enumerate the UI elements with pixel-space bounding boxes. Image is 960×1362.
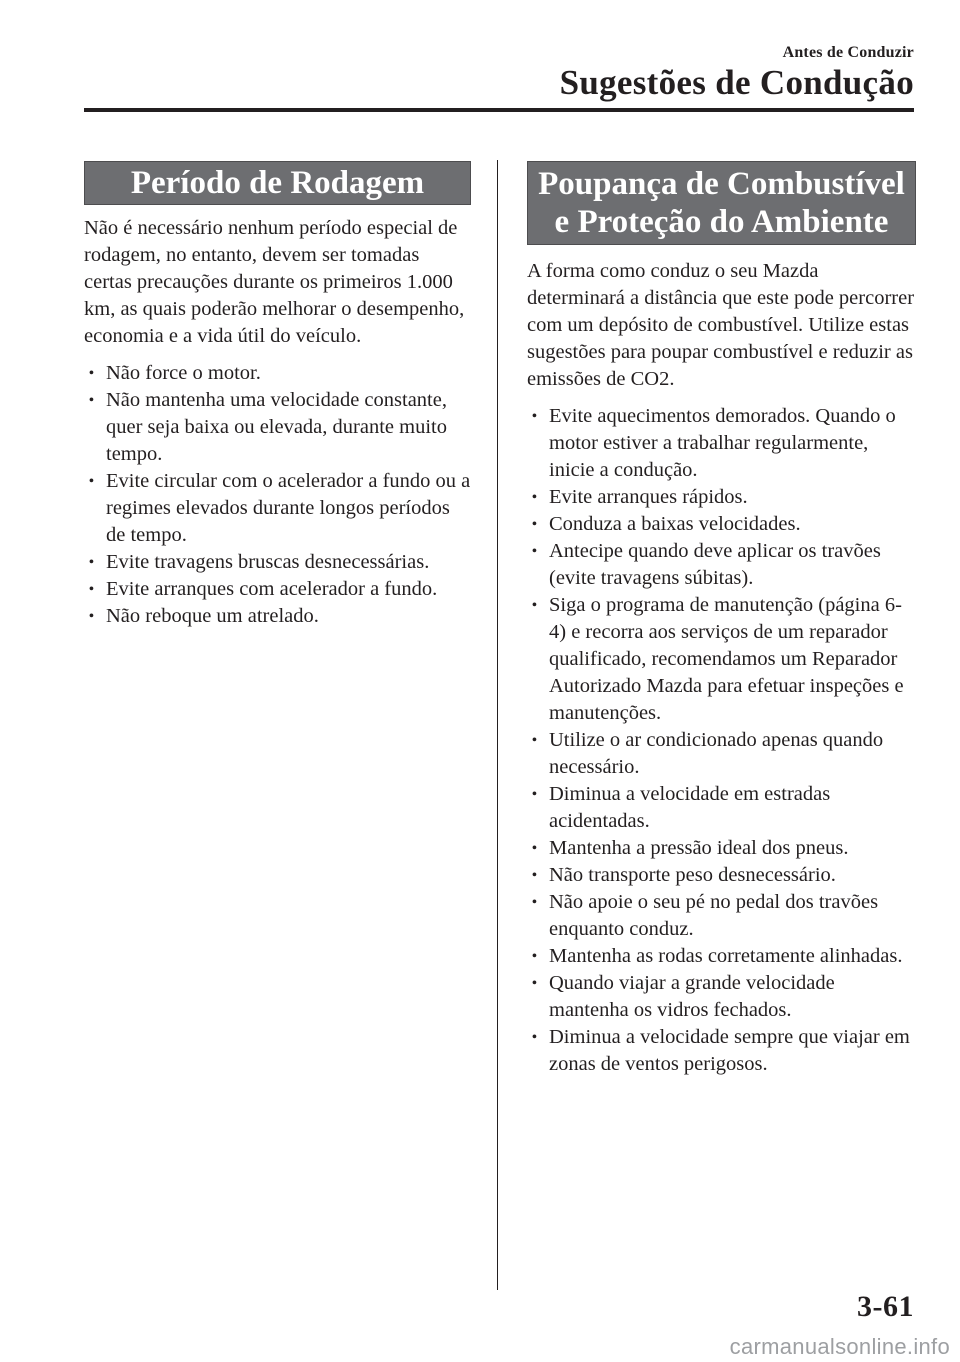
bullet-marker: • [532, 733, 537, 748]
list-item-text: Não force o motor. [106, 362, 261, 384]
bullet-marker: • [89, 555, 94, 570]
list-item-text: Conduza a baixas velocidades. [549, 513, 801, 535]
list-item-text: Não reboque um atrelado. [106, 605, 319, 627]
bullet-marker: • [89, 366, 94, 381]
bullet-list [84, 360, 471, 630]
list-item-text: Diminua a velocidade em estradas acidentadas. [549, 783, 831, 832]
bullet-marker: • [532, 409, 537, 424]
list-item-text: Siga o programa de manutenção (página 6-4) e recorra aos serviços de um reparador qualificado, recomendamos um Reparador Autorizado Mazda para efetuar inspeções e manutenções. [549, 594, 904, 724]
list-item-text: Não mantenha uma velocidade constante, quer seja baixa ou elevada, durante muito tempo. [106, 389, 447, 465]
list-item-text: Evite arranques rápidos. [549, 486, 748, 508]
bullet-marker: • [532, 517, 537, 532]
left-column [84, 161, 471, 630]
list-item [84, 468, 471, 549]
list-item [84, 576, 471, 603]
list-item [527, 889, 916, 943]
watermark: carmanualsonline.info [729, 1334, 950, 1359]
list-item [527, 970, 916, 1024]
column-divider [497, 160, 498, 1290]
list-item-text: Diminua a velocidade sempre que viajar em zonas de ventos perigosos. [549, 1026, 910, 1075]
section-heading-line-1: Poupança de Combustível [538, 166, 905, 202]
list-item-text: Não apoie o seu pé no pedal dos travões enquanto conduz. [549, 891, 879, 940]
page-number: 3-61 [857, 1290, 914, 1323]
list-item [527, 511, 916, 538]
bullet-marker: • [532, 490, 537, 505]
bullet-marker: • [532, 598, 537, 613]
list-item-text: Evite aquecimentos demorados. Quando o motor estiver a trabalhar regularmente, inicie a condução. [549, 405, 896, 481]
bullet-marker: • [532, 949, 537, 964]
list-item-text: Evite travagens bruscas desnecessárias. [106, 551, 430, 573]
list-item [527, 781, 916, 835]
header-divider [84, 108, 914, 112]
list-item-text: Antecipe quando deve aplicar os travões (evite travagens súbitas). [549, 540, 881, 589]
list-item [84, 549, 471, 576]
list-item [527, 538, 916, 592]
list-item [84, 387, 471, 468]
list-item [84, 603, 471, 630]
list-item [527, 727, 916, 781]
section-intro: Não é necessário nenhum período especial de rodagem, no entanto, devem ser tomadas certas precauções durante os primeiros 1.000 km, as quais poderão melhorar o desempenho, economia e a vida útil do veículo. [84, 217, 465, 347]
bullet-marker: • [532, 787, 537, 802]
list-item [527, 592, 916, 727]
bullet-marker: • [532, 976, 537, 991]
bullet-marker: • [532, 868, 537, 883]
bullet-marker: • [89, 393, 94, 408]
page-title: Sugestões de Condução [559, 63, 914, 102]
list-item-text: Utilize o ar condicionado apenas quando necessário. [549, 729, 884, 778]
section-intro: A forma como conduz o seu Mazda determinará a distância que este pode percorrer com um depósito de combustível. Utilize estas sugestões para poupar combustível e reduzir as emissões de CO2. [527, 260, 915, 390]
list-item [527, 862, 916, 889]
list-item-text: Mantenha as rodas corretamente alinhadas. [549, 945, 903, 967]
bullet-marker: • [89, 474, 94, 489]
bullet-marker: • [89, 609, 94, 624]
list-item [527, 835, 916, 862]
list-item [84, 360, 471, 387]
list-item-text: Evite arranques com acelerador a fundo. [106, 578, 438, 600]
list-item-text: Mantenha a pressão ideal dos pneus. [549, 837, 849, 859]
list-item [527, 484, 916, 511]
right-column [527, 161, 916, 1078]
list-item-text: Quando viajar a grande velocidade mantenha os vidros fechados. [549, 972, 835, 1021]
list-item [527, 943, 916, 970]
list-item [527, 1024, 916, 1078]
section-heading-fuel-economy [527, 161, 916, 245]
bullet-list [527, 403, 916, 1078]
list-item-text: Não transporte peso desnecessário. [549, 864, 836, 886]
bullet-marker: • [532, 544, 537, 559]
bullet-marker: • [532, 841, 537, 856]
section-heading-break-in [84, 161, 471, 205]
list-item [527, 403, 916, 484]
chapter-label: Antes de Conduzir [782, 44, 914, 61]
bullet-marker: • [89, 582, 94, 597]
section-heading-line-2: e Proteção do Ambiente [554, 204, 889, 240]
list-item-text: Evite circular com o acelerador a fundo ou a regimes elevados durante longos períodos de tempo. [106, 470, 471, 546]
section-heading-text: Período de Rodagem [130, 165, 425, 201]
bullet-marker: • [532, 895, 537, 910]
bullet-marker: • [532, 1030, 537, 1045]
